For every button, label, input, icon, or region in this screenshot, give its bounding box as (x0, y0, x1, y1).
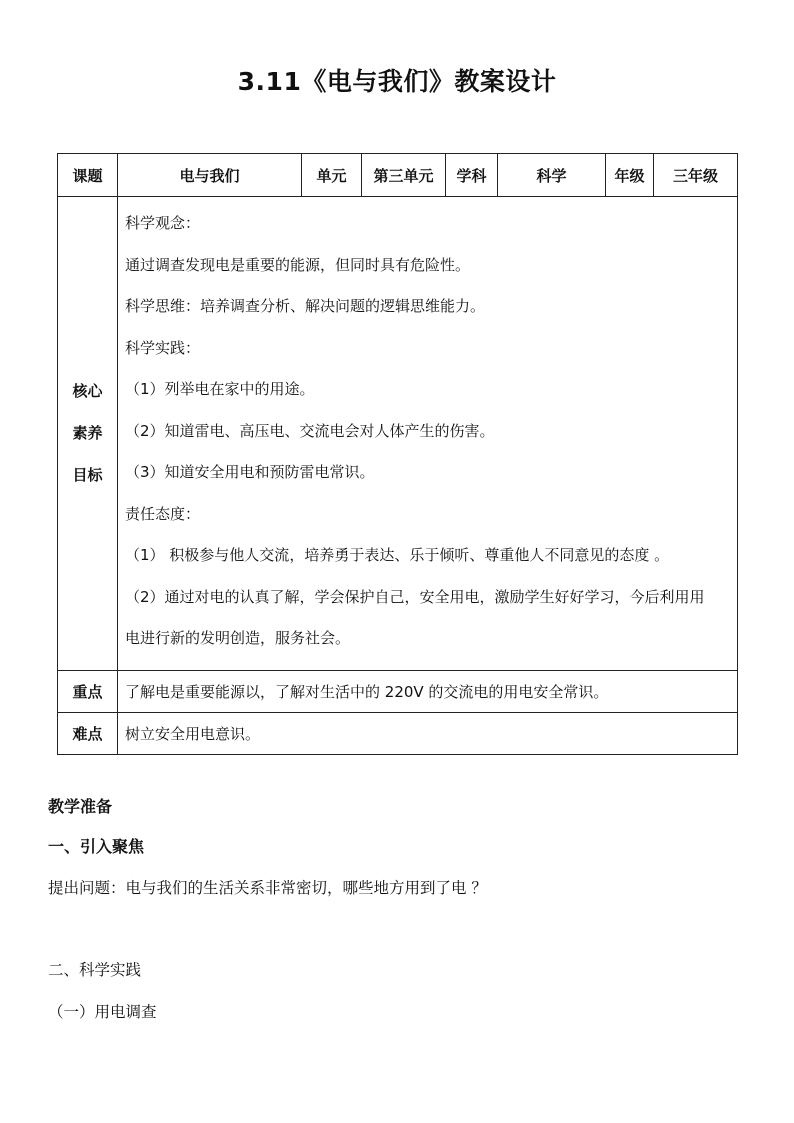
subject-value: 科学 (498, 154, 606, 197)
unit-value: 第三单元 (362, 154, 446, 197)
core-content (118, 197, 738, 671)
course-label: 课题 (58, 154, 118, 197)
difficulty-row (58, 712, 738, 754)
core-line: （2）通过对电的认真了解，学会保护自己，安全用电，激励学生好好学习，今后利用用 (125, 587, 705, 606)
core-line: （3）知道安全用电和预防雷电常识。 (125, 463, 375, 481)
grade-value: 三年级 (654, 154, 738, 197)
key-point-value: 了解电是重要能源以，了解对生活中的 220V 的交流电的用电安全常识。 (118, 670, 738, 712)
core-label-line: 核心 (72, 382, 103, 401)
core-line: 科学思维：培养调查分析、解决问题的逻辑思维能力。 (125, 297, 486, 315)
unit-label: 单元 (302, 154, 362, 197)
grade-label: 年级 (606, 154, 654, 197)
key-point-row (58, 670, 738, 712)
core-label (58, 197, 118, 671)
lesson-plan-table (57, 153, 738, 755)
section-survey: （一）用电调查 (48, 1003, 157, 1021)
section-practice: 二、科学实践 (48, 961, 142, 979)
page-title: 3.11《电与我们》教案设计 (237, 67, 557, 96)
core-line: 科学观念： (125, 214, 201, 232)
core-line: （1）列举电在家中的用途。 (125, 380, 315, 398)
subject-label: 学科 (446, 154, 498, 197)
core-line: 科学实践： (125, 338, 201, 357)
core-line: 电进行新的发明创造，服务社会。 (125, 629, 351, 647)
section-intro: 一、引入聚焦 (48, 837, 145, 856)
core-label-line: 素养 (72, 424, 103, 443)
core-line: （1） 积极参与他人交流，培养勇于表达、乐于倾听、尊重他人不同意见的态度 。 (125, 546, 670, 564)
difficulty-value: 树立安全用电意识。 (118, 712, 738, 754)
difficulty-label: 难点 (58, 712, 118, 754)
core-line: 责任态度： (125, 504, 201, 523)
core-line: 通过调查发现电是重要的能源，但同时具有危险性。 (125, 255, 471, 274)
course-value: 电与我们 (118, 154, 302, 197)
section-prep: 教学准备 (48, 797, 113, 816)
core-line: （2）知道雷电、高压电、交流电会对人体产生的伤害。 (125, 421, 495, 440)
header-row (58, 154, 738, 197)
key-point-label: 重点 (58, 670, 118, 712)
core-label-line: 目标 (72, 466, 103, 485)
core-row (58, 197, 738, 671)
intro-question: 提出问题：电与我们的生活关系非常密切，哪些地方用到了电 ？ (48, 879, 487, 897)
